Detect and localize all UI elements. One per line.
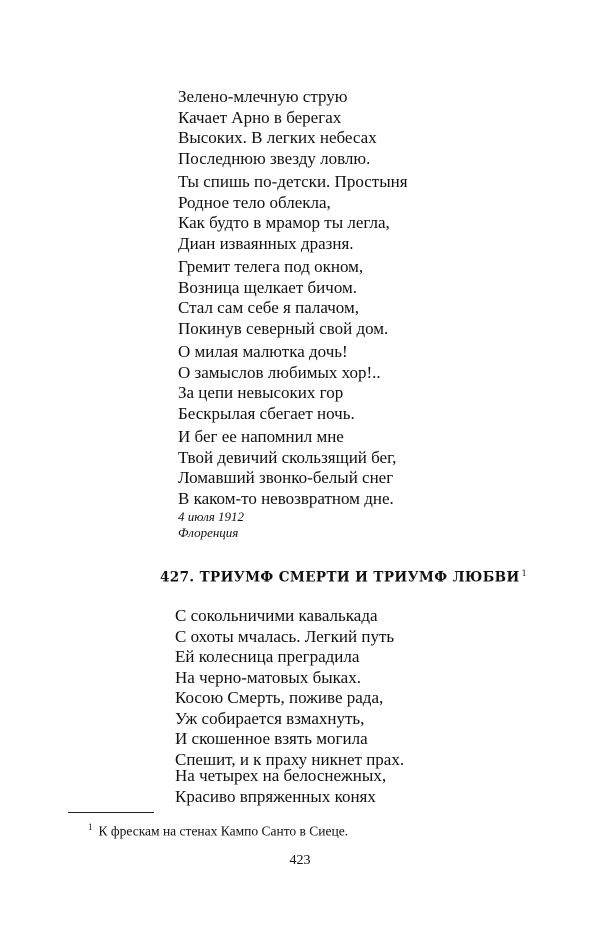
verse-line: На четырех на белоснежных, bbox=[175, 766, 387, 785]
verse-line: Как будто в мрамор ты легла, bbox=[178, 213, 390, 232]
verse-line: Стал сам себе я палачом, bbox=[178, 298, 359, 317]
stanza-4 bbox=[178, 342, 538, 424]
verse-line: Красиво впряженных конях bbox=[175, 786, 376, 806]
stanza-5 bbox=[178, 427, 538, 509]
stanza-2 bbox=[178, 172, 538, 254]
stanza-7 bbox=[175, 766, 535, 807]
verse-line: Диан изваянных дразня. bbox=[178, 233, 354, 253]
footnote-text: К фрескам на стенах Кампо Санто в Сиеце. bbox=[98, 823, 349, 839]
verse-line: В каком-то невозвратном дне. bbox=[178, 488, 394, 508]
verse-line: Покинув северный свой дом. bbox=[178, 318, 389, 338]
poem-title bbox=[160, 569, 527, 586]
verse-line: С сокольничими кавалькада bbox=[175, 606, 378, 625]
poem-place: Флоренция bbox=[178, 525, 239, 540]
verse-line: Качает Арно в берегах bbox=[178, 107, 342, 127]
footnote-marker: 1 bbox=[88, 822, 93, 832]
poem-date: 4 июля 1912 bbox=[178, 509, 245, 524]
verse-line: Родное тело облекла, bbox=[178, 192, 331, 212]
verse-line: И скошенное взять могила bbox=[175, 729, 368, 748]
verse-line: Косою Смерть, поживе рада, bbox=[175, 688, 384, 707]
verse-line: Зелено-млечную струю bbox=[178, 87, 348, 106]
verse-line: Уж собирается взмахнуть, bbox=[175, 708, 365, 728]
verse-line: Ты спишь по-детски. Простыня bbox=[178, 172, 408, 191]
verse-line: Ломавший звонко-белый снег bbox=[178, 468, 394, 487]
verse-line: Бескрылая сбегает ночь. bbox=[178, 403, 355, 423]
verse-line: И бег ее напомнил мне bbox=[178, 427, 344, 446]
verse-line: Ей колесница преградила bbox=[175, 647, 360, 666]
poem-title-text: 427. ТРИУМФ СМЕРТИ И ТРИУМФ ЛЮБВИ bbox=[160, 569, 520, 586]
verse-line: Твой девичий скользящий бег, bbox=[178, 447, 397, 467]
verse-line: О милая малютка дочь! bbox=[178, 342, 348, 361]
stanza-6 bbox=[175, 606, 535, 770]
stanza-1 bbox=[178, 87, 538, 169]
verse-line: На черно-матовых быках. bbox=[175, 667, 361, 687]
footnote bbox=[88, 822, 348, 840]
footnote-reference: 1 bbox=[521, 569, 528, 578]
page-number: 423 bbox=[289, 853, 311, 868]
stanza-3 bbox=[178, 257, 538, 339]
verse-line: С охоты мчалась. Легкий путь bbox=[175, 626, 395, 646]
verse-line: За цепи невысоких гор bbox=[178, 383, 344, 402]
verse-line: О замыслов любимых хор!.. bbox=[178, 362, 381, 382]
verse-line: Гремит телега под окном, bbox=[178, 257, 364, 276]
verse-line: Спешит, и к праху никнет прах. bbox=[175, 749, 405, 769]
verse-line: Возница щелкает бичом. bbox=[178, 277, 358, 297]
verse-line: Последнюю звезду ловлю. bbox=[178, 148, 371, 168]
footnote-divider bbox=[68, 812, 154, 813]
verse-line: Высоких. В легких небесах bbox=[178, 128, 377, 147]
